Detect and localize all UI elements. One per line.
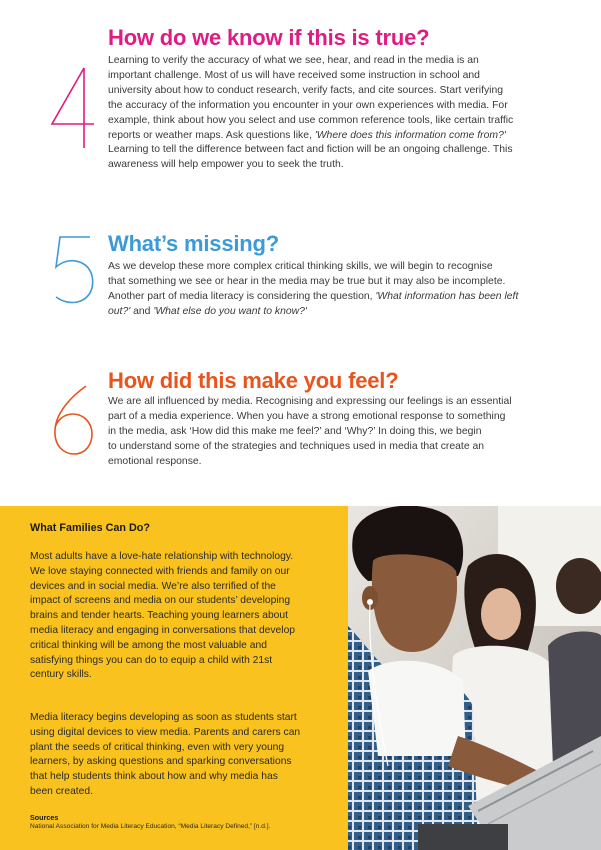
sources-citation: National Association for Media Literacy Education, “Media Literacy Defined,” [n.d.].: [30, 823, 271, 830]
sources-label: Sources: [30, 813, 59, 822]
panel-title: What Families Can Do?: [30, 522, 150, 534]
panel-paragraph-2: Media literacy begins developing as soon as students start using digital devices to view media. Parents and carers can plant the seeds of critical thinking, even with very young learners, by asking questions and sparking conversations that help students think about how and why media has been created.: [30, 712, 301, 797]
section-6-body: We are all influenced by media. Recognising and expressing our feelings is an essential part of a media experience. When you have a strong emotional response to something in the media, ask ‘How did this make me feel?’ and ‘Why?’ In doing this, we begin to understand some of the strategies and techniques used in media that create an emotional response.: [108, 396, 512, 467]
section-4-heading: How do we know if this is true?: [108, 25, 430, 50]
number-5: [50, 235, 96, 307]
section-5-body: As we develop these more complex critical thinking skills, we will begin to recognise that something we see or hear in the media may be true but it may also be incomplete. Another part of media literacy is considering the question, 'What information has been left out?' and 'What else do you want to know?': [108, 261, 519, 317]
section-6-heading: How did this make you feel?: [108, 368, 399, 393]
students-photo: [348, 506, 601, 850]
section-5-heading: What’s missing?: [108, 231, 279, 256]
number-6: [50, 384, 96, 456]
section-4-body: Learning to verify the accuracy of what we see, hear, and read in the media is an important challenge. Most of us will have received some instruction in school and university about how to conduct research, verify facts, and cite sources. Start verifying the accuracy of the information you encounter in your own experiences with media. For example, think about how you select and use common reference tools, like certain traffic reports or weather maps. Ask questions like, 'Where does this information come from?' Learning to tell the difference between fact and fiction will be an ongoing challenge. This awareness will help empower you to seek the truth.: [108, 55, 514, 171]
panel-paragraph-1: Most adults have a love-hate relationship with technology. We love staying connected with friends and family on our devices and in social media. We’re also terrified of the impact of screens and media on our students’ developing brains and tender hearts. Teaching young learners about media literacy and engaging in conversations that develop critical thinking will be among the most valuable and satisfying things you can do to equip a child with 21st century skills.: [30, 551, 296, 681]
number-4: [48, 66, 96, 150]
